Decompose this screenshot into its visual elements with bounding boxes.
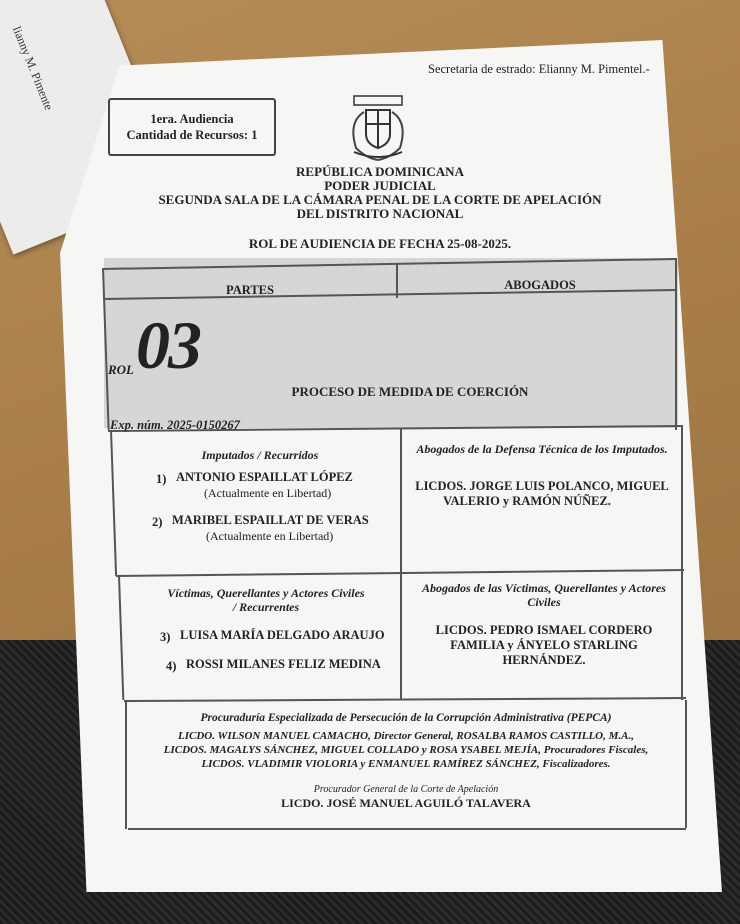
pepca-prosecutors: LICDOS. VLADIMIR VIOLORIA y ENMANUEL RAMÍREZ SÁNCHEZ, Fiscalizadores. — [201, 758, 611, 770]
table-border — [396, 264, 398, 298]
column-header-partes: PARTES — [226, 283, 274, 297]
rol-label: ROL — [108, 362, 134, 377]
abogados-victimas-names: LICDOS. PEDRO ISMAEL CORDERO — [435, 623, 653, 637]
recursos-count: Cantidad de Recursos: 1 — [126, 128, 258, 142]
expediente-number: Exp. núm. 2025-0150267 — [110, 418, 240, 432]
victimas-heading: Víctimas, Querellantes y Actores Civiles — [167, 586, 365, 600]
table-border — [675, 258, 677, 430]
table-border — [400, 428, 402, 700]
victima-number: 4) — [166, 659, 177, 673]
imputado-number: 2) — [152, 515, 163, 529]
imputado-status: (Actualmente en Libertad) — [204, 486, 332, 500]
pepca-heading: Procuraduría Especializada de Persecución de la Corrupción Administrativa (PEPCA) — [200, 712, 612, 724]
header-branch: PODER JUDICIAL — [324, 178, 436, 193]
pepca-prosecutors: LICDOS. MAGALYS SÁNCHEZ, MIGUEL COLLADO y ROSA YSABEL MEJÍA, Procuradores Fiscales, — [163, 744, 649, 756]
procurador-heading: Procurador General de la Corte de Apelación — [313, 784, 499, 795]
imputado-number: 1) — [156, 472, 167, 486]
header-court: SEGUNDA SALA DE LA CÁMARA PENAL DE LA CORTE DE APELACIÓN — [158, 192, 602, 207]
rol-date-title: ROL DE AUDIENCIA DE FECHA 25-08-2025. — [248, 236, 512, 251]
header-country: REPÚBLICA DOMINICANA — [296, 164, 464, 179]
imputados-heading: Imputados / Recurridos — [201, 448, 319, 462]
table-border — [124, 697, 686, 701]
pepca-prosecutors: LICDO. WILSON MANUEL CAMACHO, Director General, ROSALBA RAMOS CASTILLO, M.A., — [178, 730, 634, 742]
victimas-heading: / Recurrentes — [232, 600, 300, 614]
imputado-status: (Actualmente en Libertad) — [206, 529, 334, 543]
background-sheet-text: lianny M. Pimente — [9, 24, 57, 113]
imputado-name: ANTONIO ESPAILLAT LÓPEZ — [176, 470, 353, 484]
table-border — [125, 701, 127, 829]
header-district: DEL DISTRITO NACIONAL — [296, 206, 464, 221]
rol-number: 03 — [136, 307, 200, 383]
table-border — [118, 576, 124, 700]
process-type: PROCESO DE MEDIDA DE COERCIÓN — [291, 384, 529, 399]
table-border — [128, 828, 686, 830]
procurador-name: LICDO. JOSÉ MANUEL AGUILÓ TALAVERA — [281, 796, 531, 810]
defensa-heading: Abogados de la Defensa Técnica de los Imputados. — [416, 442, 668, 456]
audiencia-label: 1era. Audiencia — [150, 112, 234, 126]
table-border — [110, 430, 117, 576]
abogados-victimas-names: FAMILIA y ÁNYELO STARLING — [450, 638, 638, 652]
imputado-name: MARIBEL ESPAILLAT DE VERAS — [172, 513, 369, 527]
secretaria-line: Secretaria de estrado: Elianny M. Pimentel.- — [428, 62, 650, 76]
defensa-lawyers: VALERIO y RAMÓN NÚÑEZ. — [443, 494, 611, 508]
table-border — [685, 700, 687, 828]
victima-name: ROSSI MILANES FELIZ MEDINA — [186, 657, 381, 671]
victima-name: LUISA MARÍA DELGADO ARAUJO — [180, 628, 385, 642]
abogados-victimas-names: HERNÁNDEZ. — [502, 653, 586, 667]
victima-number: 3) — [160, 630, 171, 644]
abogados-victimas-heading: Abogados de las Víctimas, Querellantes y Actores — [422, 581, 666, 595]
column-header-abogados: ABOGADOS — [504, 278, 576, 292]
abogados-victimas-heading: Civiles — [527, 595, 561, 609]
defensa-lawyers: LICDOS. JORGE LUIS POLANCO, MIGUEL — [415, 479, 669, 493]
